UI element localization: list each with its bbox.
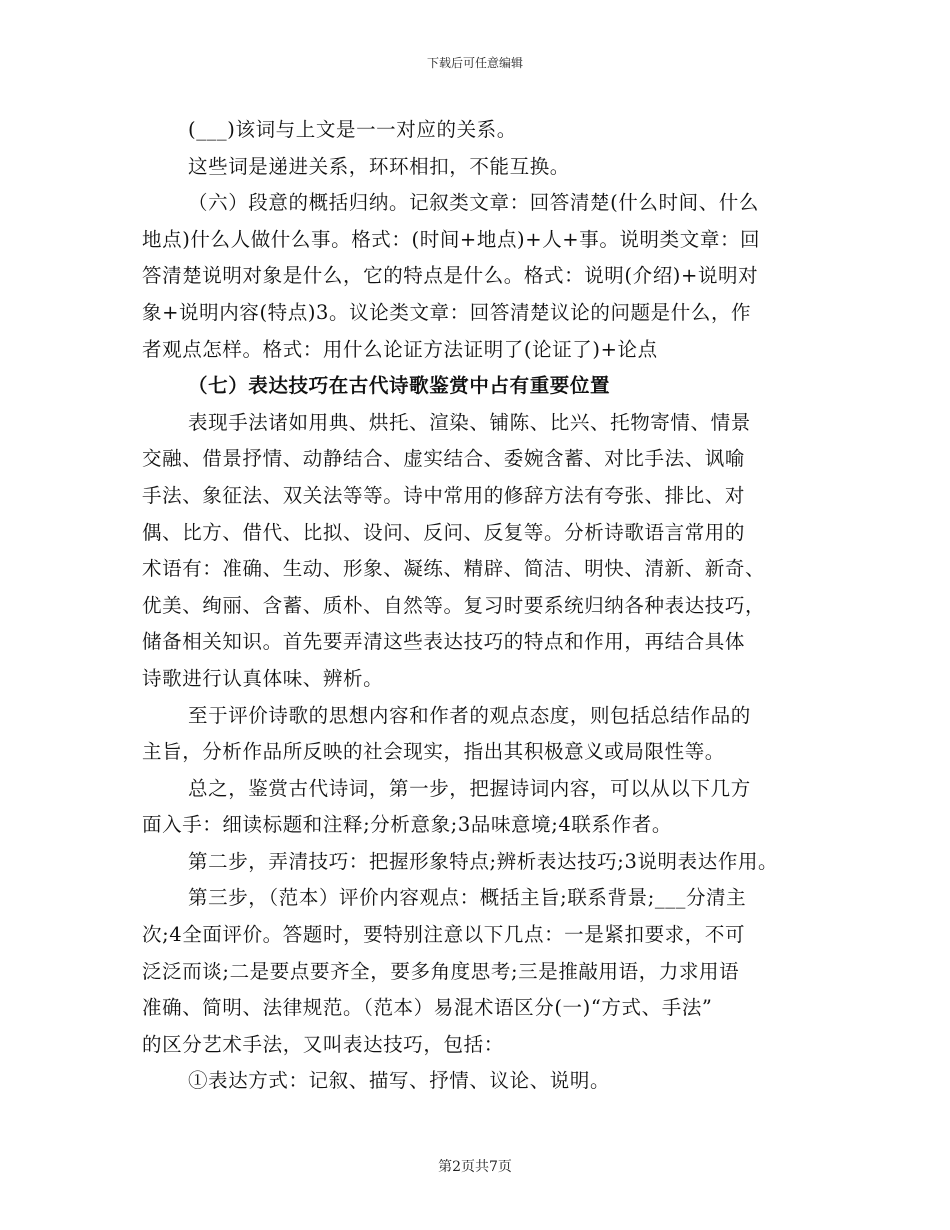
text-line: 次;4全面评价。答题时，要特别注意以下几点：一是紧扣要求，不可: [142, 923, 746, 947]
text-line: 手法、象征法、双关法等等。诗中常用的修辞方法有夸张、排比、对: [142, 483, 746, 507]
text-line: 表现手法诸如用典、烘托、渲染、铺陈、比兴、托物寄情、情景: [188, 410, 751, 434]
page-footer: 第2页共7页: [438, 1159, 512, 1175]
text-line: 总之，鉴赏古代诗词，第一步，把握诗词内容，可以从以下几方: [188, 776, 751, 800]
text-line: 第三步，（范本）评价内容观点：概括主旨;联系背景;___分清主: [188, 886, 747, 910]
text-line: 地点)什么人做什么事。格式：(时间+地点)+人+事。说明类文章：回: [142, 227, 761, 251]
text-line: 者观点怎样。格式：用什么论证方法证明了(论证了)+论点: [142, 337, 658, 361]
text-line: (___)该词与上文是一一对应的关系。: [188, 118, 517, 141]
text-line: 主旨，分析作品所反映的社会现实，指出其积极意义或局限性等。: [142, 740, 725, 764]
text-line: 答清楚说明对象是什么，它的特点是什么。格式：说明(介绍)+说明对: [142, 264, 759, 288]
document-body: [142, 112, 832, 1100]
text-line: 象+说明内容(特点)3。议论类文章：回答清楚议论的问题是什么，作: [142, 300, 752, 324]
text-line: 优美、绚丽、含蓄、质朴、自然等。复习时要系统归纳各种表达技巧，: [142, 593, 766, 617]
text-line: 诗歌进行认真体味、辨析。: [142, 666, 384, 690]
text-line: （六）段意的概括归纳。记叙类文章：回答清楚(什么时间、什么: [188, 191, 760, 215]
text-line: 至于评价诗歌的思想内容和作者的观点态度，则包括总结作品的: [188, 703, 751, 727]
text-line: 交融、借景抒情、动静结合、虚实结合、委婉含蓄、对比手法、讽喻: [142, 447, 746, 471]
page-header: 下载后可任意编辑: [426, 56, 523, 70]
text-line: 储备相关知识。首先要弄清这些表达技巧的特点和作用，再结合具体: [142, 630, 746, 654]
text-line: 这些词是递进关系，环环相扣，不能互换。: [188, 154, 570, 178]
text-line: 泛泛而谈;二是要点要齐全，要多角度思考;三是推敲用语，力求用语: [142, 959, 740, 983]
text-line: ①表达方式：记叙、描写、抒情、议论、说明。: [188, 1069, 611, 1093]
text-line: 的区分艺术手法，又叫表达技巧，包括：: [142, 1032, 504, 1056]
text-line: 术语有：准确、生动、形象、凝练、精辟、简洁、明快、清新、新奇、: [142, 557, 766, 581]
text-line: 面入手：细读标题和注释;分析意象;3品味意境;4联系作者。: [142, 813, 672, 837]
text-line: 第二步，弄清技巧：把握形象特点;辨析表达技巧;3说明表达作用。: [188, 849, 779, 873]
text-line: 准确、简明、法律规范。（范本）易混术语区分(一)“方式、手法”: [142, 996, 713, 1020]
text-line: 偶、比方、借代、比拟、设问、反问、反复等。分析诗歌语言常用的: [142, 520, 746, 544]
section-heading: （七）表达技巧在古代诗歌鉴赏中占有重要位置: [188, 374, 611, 398]
